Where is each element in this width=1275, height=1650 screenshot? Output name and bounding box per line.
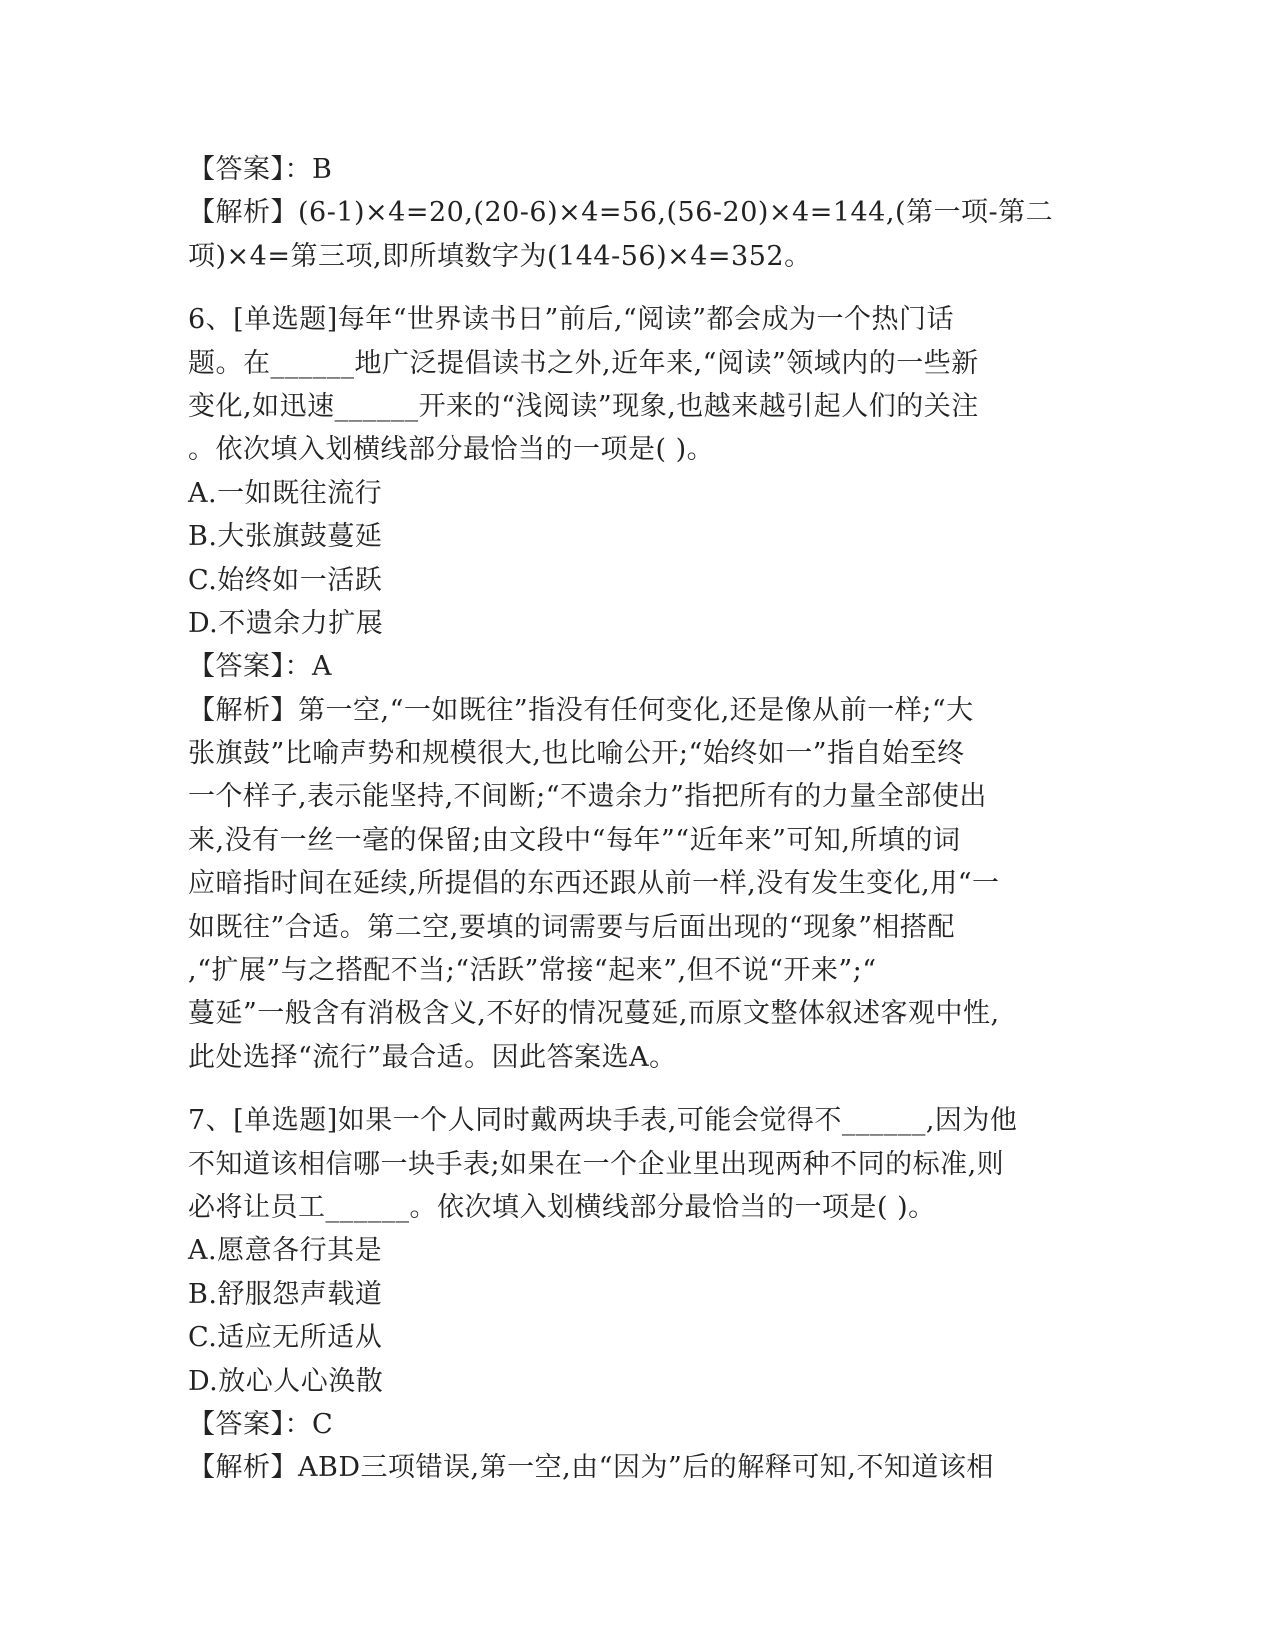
q6-option-c: C.始终如一活跃 [188, 564, 383, 596]
q7-option-d: D.放心人心涣散 [188, 1365, 384, 1397]
q6-analysis-line: 张旗鼓”比喻声势和规模很大,也比喻公开;“始终如一”指自始至终 [188, 738, 965, 770]
q7-option-a: A.愿意各行其是 [188, 1235, 383, 1267]
q6-analysis-line: 来,没有一丝一毫的保留;由文段中“每年”“近年来”可知,所填的词 [188, 824, 961, 856]
document-content [188, 148, 1088, 1490]
q7-analysis-line: 【解析】ABD三项错误,第一空,由“因为”后的解释可知,不知道该相 [188, 1452, 994, 1484]
q6-stem-line: 。依次填入划横线部分最恰当的一项是( )。 [188, 434, 715, 466]
q6-analysis-line: 【解析】第一空,“一如既往”指没有任何变化,还是像从前一样;“大 [188, 694, 974, 726]
q7-answer: 【答案】：C [188, 1408, 334, 1440]
q6-analysis-line: ,“扩展”与之搭配不当;“活跃”常接“起来”,但不说“开来”;“ [188, 955, 877, 987]
q6-answer: 【答案】：A [188, 651, 332, 683]
q7-option-c: C.适应无所适从 [188, 1322, 383, 1354]
q6-option-a: A.一如既往流行 [188, 477, 383, 509]
q6-analysis-line: 应暗指时间在延续,所提倡的东西还跟从前一样,没有发生变化,用“一 [188, 868, 1000, 900]
q7-stem-line: 不知道该相信哪一块手表;如果在一个企业里出现两种不同的标准,则 [188, 1148, 1005, 1180]
q5-analysis-line: 【解析】(6-1)×4=20,(20-6)×4=56,(56-20)×4=144,(第一项-第二 [188, 197, 1054, 229]
q7-stem-line: 必将让员工______。依次填入划横线部分最恰当的一项是( )。 [188, 1191, 936, 1223]
q6-option-b: B.大张旗鼓蔓延 [188, 521, 383, 553]
spacer [188, 278, 1088, 298]
q6-stem-line: 6、[单选题]每年“世界读书日”前后,“阅读”都会成为一个热门话 [188, 304, 955, 336]
q6-analysis-line: 蔓延”一般含有消极含义,不好的情况蔓延,而原文整体叙述客观中性, [188, 998, 1000, 1030]
q6-stem-line: 题。在______地广泛提倡读书之外,近年来,“阅读”领域内的一些新 [188, 347, 979, 379]
q7-option-b: B.舒服怨声载道 [188, 1278, 383, 1310]
q6-analysis-line: 此处选择“流行”最合适。因此答案选A。 [188, 1041, 677, 1073]
q5-answer: 【答案】：B [188, 154, 333, 185]
q6-analysis-line: 一个样子,表示能坚持,不间断;“不遗余力”指把所有的力量全部使出 [188, 781, 987, 813]
q6-option-d: D.不遗余力扩展 [188, 607, 384, 639]
spacer [188, 1079, 1088, 1099]
q6-stem-line: 变化,如迅速______开来的“浅阅读”现象,也越来越引起人们的关注 [188, 390, 979, 422]
q7-stem-line: 7、[单选题]如果一个人同时戴两块手表,可能会觉得不______,因为他 [188, 1105, 1018, 1137]
q6-analysis-line: 如既往”合适。第二空,要填的词需要与后面出现的“现象”相搭配 [188, 911, 955, 943]
q5-analysis-line: 项)×4=第三项,即所填数字为(144-56)×4=352。 [188, 240, 812, 272]
